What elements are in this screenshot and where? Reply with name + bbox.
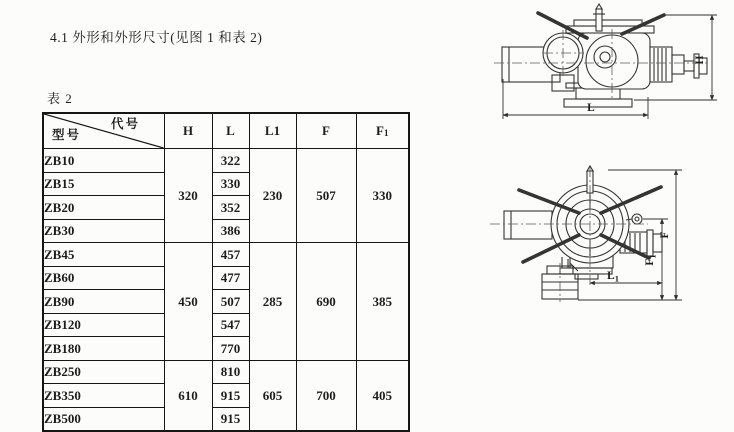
figure-2-side-view bbox=[486, 163, 731, 303]
f1-cell: 405 bbox=[356, 360, 409, 431]
gear-body bbox=[578, 33, 650, 89]
l-cell: 507 bbox=[212, 290, 249, 314]
table-row bbox=[43, 243, 409, 267]
model-cell: ZB30 bbox=[43, 219, 164, 243]
figure-1-front-view bbox=[488, 3, 728, 128]
model-cell: ZB10 bbox=[43, 149, 164, 173]
dim-label-h: H bbox=[694, 55, 706, 65]
f-cell: 690 bbox=[296, 243, 356, 361]
dimension-l1 bbox=[590, 270, 662, 284]
model-cell: ZB20 bbox=[43, 196, 164, 220]
model-cell: ZB250 bbox=[43, 360, 164, 384]
h-cell: 320 bbox=[164, 149, 212, 243]
column-header-f: F bbox=[296, 113, 356, 149]
table-caption: 表 2 bbox=[47, 91, 73, 106]
dim-label-l: L bbox=[587, 102, 595, 114]
h-cell: 610 bbox=[164, 360, 212, 431]
l-cell: 322 bbox=[212, 149, 249, 173]
column-header-f1: F1 bbox=[356, 113, 409, 149]
f1-cell: 385 bbox=[356, 243, 409, 361]
model-cell: ZB120 bbox=[43, 313, 164, 337]
h-cell: 450 bbox=[164, 243, 212, 361]
model-cell: ZB60 bbox=[43, 266, 164, 290]
f-cell: 700 bbox=[296, 360, 356, 431]
l-cell: 386 bbox=[212, 219, 249, 243]
dimensions-table bbox=[42, 112, 410, 432]
f-cell: 507 bbox=[296, 149, 356, 243]
l-cell: 457 bbox=[212, 243, 249, 267]
model-cell: ZB15 bbox=[43, 172, 164, 196]
l1-cell: 605 bbox=[249, 360, 296, 431]
dim-label-f1: $F_1$ bbox=[644, 254, 658, 266]
corner-col-label: 代号 bbox=[111, 117, 141, 131]
dim-label-f: F bbox=[659, 231, 671, 239]
dim-label-l1: $L_1$ bbox=[607, 270, 619, 284]
column-header-l: L bbox=[212, 113, 249, 149]
f1-cell: 330 bbox=[356, 149, 409, 243]
l-cell: 352 bbox=[212, 196, 249, 220]
l1-cell: 230 bbox=[249, 149, 296, 243]
l-cell: 915 bbox=[212, 407, 249, 431]
table-row bbox=[43, 149, 409, 173]
l-cell: 477 bbox=[212, 266, 249, 290]
l-cell: 810 bbox=[212, 360, 249, 384]
column-header-h: H bbox=[164, 113, 212, 149]
l-cell: 330 bbox=[212, 172, 249, 196]
l-cell: 770 bbox=[212, 337, 249, 361]
header-row bbox=[43, 113, 409, 149]
motor-cylinder bbox=[504, 211, 552, 239]
l-cell: 547 bbox=[212, 313, 249, 337]
corner-header-cell bbox=[43, 113, 164, 149]
corner-row-label: 型号 bbox=[52, 128, 82, 142]
l1-cell: 285 bbox=[249, 243, 296, 361]
table-row bbox=[43, 360, 409, 384]
model-cell: ZB350 bbox=[43, 384, 164, 408]
model-cell: ZB45 bbox=[43, 243, 164, 267]
model-cell: ZB180 bbox=[43, 337, 164, 361]
terminal-box bbox=[542, 263, 578, 302]
model-cell: ZB500 bbox=[43, 407, 164, 431]
l-cell: 915 bbox=[212, 384, 249, 408]
top-cover bbox=[566, 4, 654, 33]
column-header-l1: L1 bbox=[249, 113, 296, 149]
section-heading: 4.1 外形和外形尺寸(见图 1 和表 2) bbox=[50, 30, 263, 45]
model-cell: ZB90 bbox=[43, 290, 164, 314]
